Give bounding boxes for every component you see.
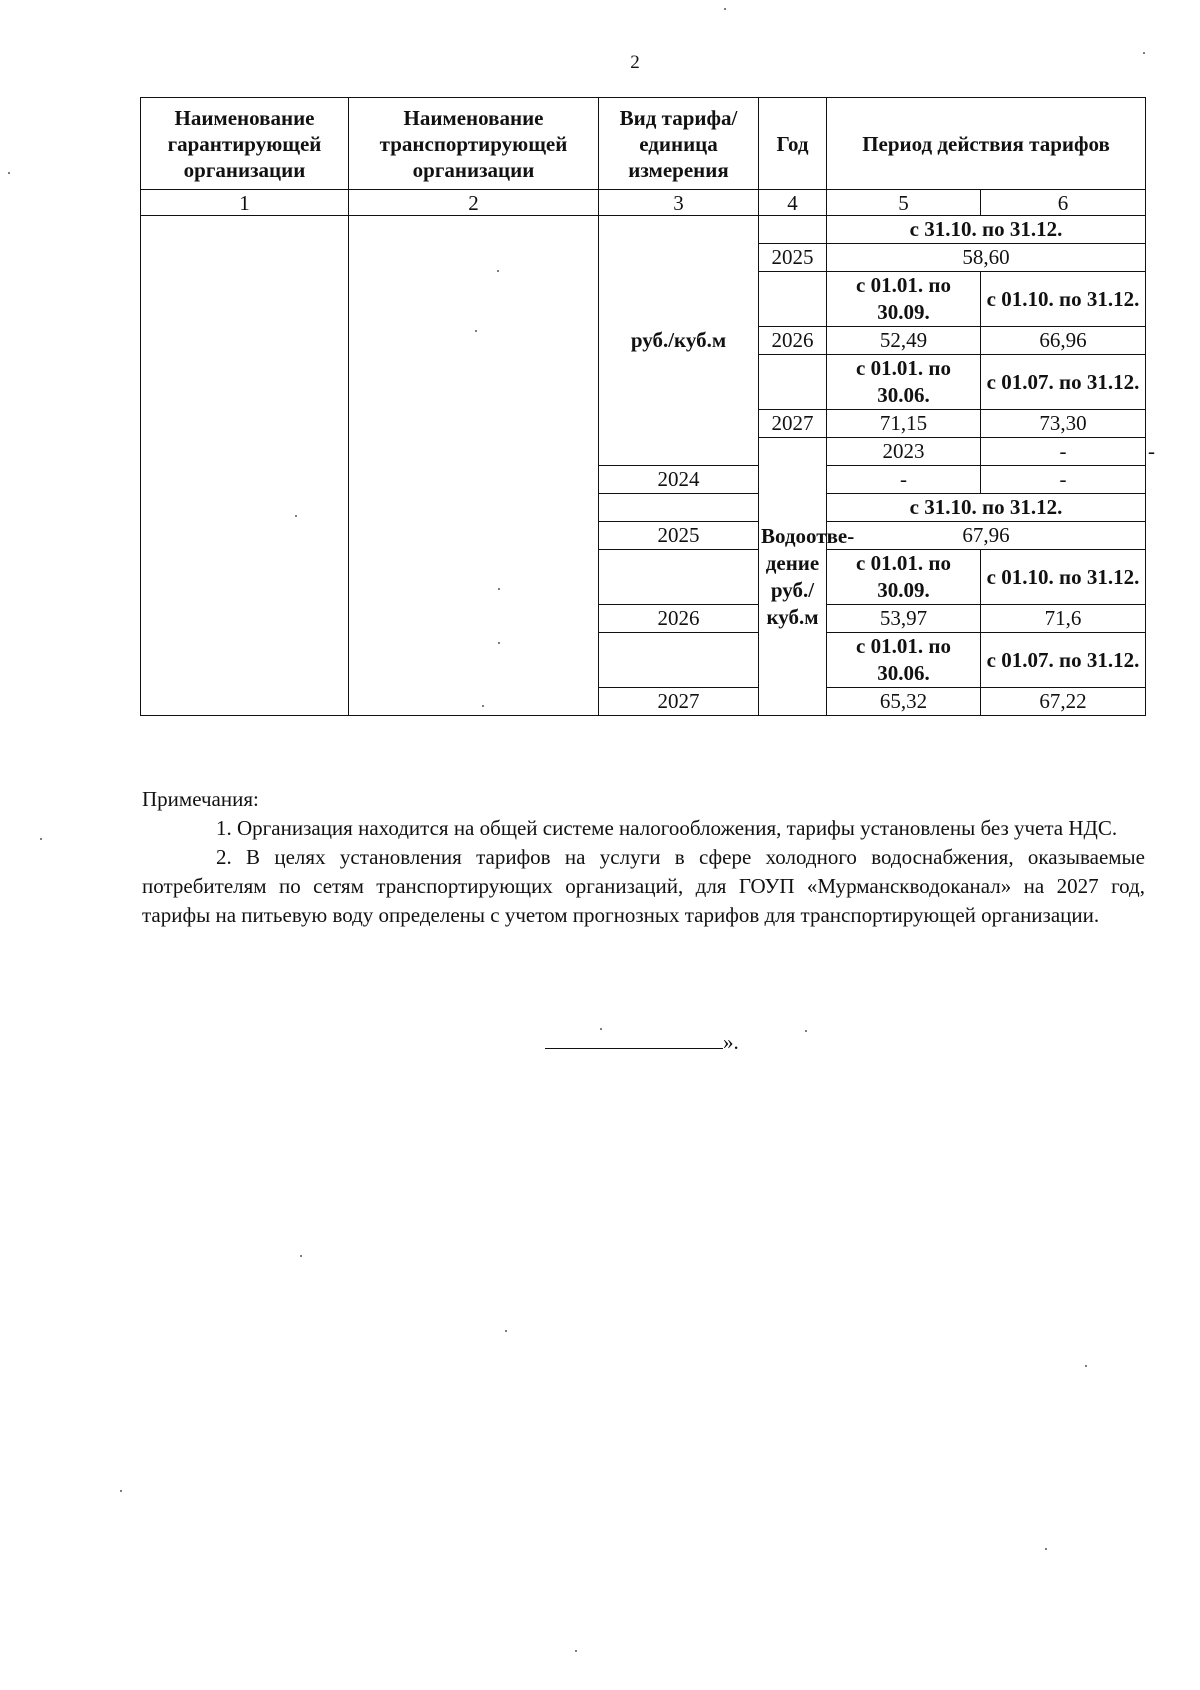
table-row: Водоотве- дение руб./куб.м 2023 - - xyxy=(141,438,1146,466)
period-cell: с 01.01. по 30.06. xyxy=(827,633,981,688)
scan-speck xyxy=(475,330,477,332)
value-cell: - xyxy=(827,466,981,494)
table-row xyxy=(141,216,1146,244)
closing-line xyxy=(545,1030,739,1055)
column-number: 6 xyxy=(981,190,1146,216)
scan-speck xyxy=(805,1030,807,1032)
period-cell: с 01.10. по 31.12. xyxy=(981,550,1146,605)
year-cell: 2024 xyxy=(599,466,759,494)
value-cell: 53,97 xyxy=(827,605,981,633)
year-cell: 2025 xyxy=(759,244,827,272)
tariff-table xyxy=(140,97,1156,716)
column-number: 3 xyxy=(599,190,759,216)
period-cell: с 01.01. по 30.09. xyxy=(827,550,981,605)
year-cell: 2026 xyxy=(759,327,827,355)
scan-speck xyxy=(1143,52,1145,54)
year-cell xyxy=(759,272,827,327)
column-numbers-row xyxy=(141,190,1146,216)
scan-speck xyxy=(1085,1365,1087,1367)
period-cell: с 01.01. по 30.06. xyxy=(827,355,981,410)
value-cell: - xyxy=(981,438,1146,466)
scan-speck xyxy=(575,1650,577,1652)
value-cell: 66,96 xyxy=(981,327,1146,355)
note-item-1: 1. Организация находится на общей системе налогообложения, тарифы установлены без учета НДС. xyxy=(216,816,1118,840)
scan-speck xyxy=(498,588,500,590)
header-guaranteeing-org: Наименование гарантирующей организации xyxy=(141,98,349,190)
period-cell: с 31.10. по 31.12. xyxy=(827,494,1146,522)
scan-speck xyxy=(8,172,10,174)
year-cell: 2026 xyxy=(599,605,759,633)
header-tariff-type: Вид тарифа/ единица измерения xyxy=(599,98,759,190)
year-cell: 2027 xyxy=(759,410,827,438)
scan-speck xyxy=(300,1255,302,1257)
notes-heading: Примечания: xyxy=(142,787,259,811)
scan-speck xyxy=(40,838,42,840)
value-cell: 52,49 xyxy=(827,327,981,355)
value-cell: - xyxy=(981,466,1146,494)
note-item-2: 2. В целях установления тарифов на услуги в сфере холодного водоснабжения, оказываемые потребителям по сетям транспортирующих организаций, для ГОУП «Мурманскводоканал» на 2027 год, тарифы на питьевую воду определены с учетом прогнозных тарифов для транспортирующей организации. xyxy=(142,845,1145,927)
scan-speck xyxy=(482,705,484,707)
scan-speck xyxy=(120,1490,122,1492)
period-cell: с 01.01. по 30.09. xyxy=(827,272,981,327)
value-cell: 65,32 xyxy=(827,688,981,716)
column-number: 5 xyxy=(827,190,981,216)
column-number: 2 xyxy=(349,190,599,216)
value-cell: 67,96 xyxy=(827,522,1146,550)
wastewater-label: Водоотве- дение руб./куб.м xyxy=(759,438,827,716)
value-cell: 73,30 xyxy=(981,410,1146,438)
year-cell xyxy=(599,633,759,688)
period-cell: с 01.07. по 31.12. xyxy=(981,633,1146,688)
year-cell xyxy=(599,550,759,605)
year-cell xyxy=(759,216,827,244)
table-header-row xyxy=(141,98,1146,190)
column-number: 1 xyxy=(141,190,349,216)
header-period: Период действия тарифов xyxy=(827,98,1146,190)
notes-section xyxy=(142,785,1145,930)
drinking-water-unit: руб./куб.м xyxy=(599,216,759,466)
scan-speck xyxy=(1045,1548,1047,1550)
guaranteeing-org-cell xyxy=(141,216,349,716)
scan-speck xyxy=(295,515,297,517)
header-year: Год xyxy=(759,98,827,190)
page-number: 2 xyxy=(630,52,640,73)
closing-quote: ». xyxy=(723,1030,739,1054)
year-cell xyxy=(599,494,759,522)
scan-speck xyxy=(724,8,726,10)
year-cell xyxy=(759,355,827,410)
header-transporting-org: Наименование транспортирующей организации xyxy=(349,98,599,190)
scan-speck xyxy=(505,1330,507,1332)
period-cell: с 01.07. по 31.12. xyxy=(981,355,1146,410)
column-number: 4 xyxy=(759,190,827,216)
period-cell: с 31.10. по 31.12. xyxy=(827,216,1146,244)
value-cell: 58,60 xyxy=(827,244,1146,272)
value-cell: 71,6 xyxy=(981,605,1146,633)
transporting-org-cell xyxy=(349,216,599,716)
year-cell: 2023 xyxy=(827,438,981,466)
value-cell: 67,22 xyxy=(981,688,1146,716)
signature-underline xyxy=(545,1030,723,1049)
scan-speck xyxy=(498,642,500,644)
scan-speck xyxy=(600,1028,602,1030)
scan-speck xyxy=(497,270,499,272)
year-cell: 2027 xyxy=(599,688,759,716)
year-cell: 2025 xyxy=(599,522,759,550)
period-cell: с 01.10. по 31.12. xyxy=(981,272,1146,327)
value-cell: 71,15 xyxy=(827,410,981,438)
